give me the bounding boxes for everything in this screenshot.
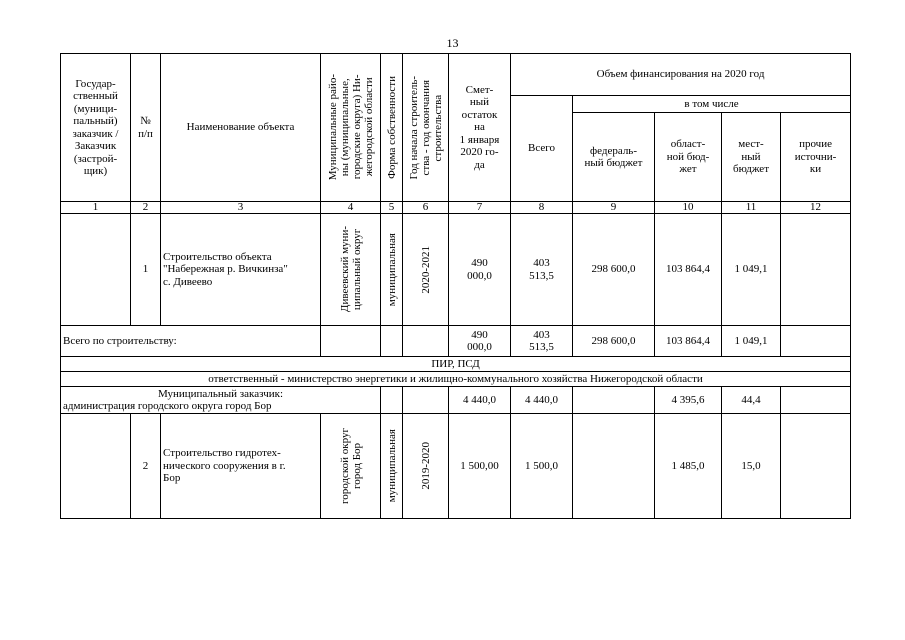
customer-local: 44,4 <box>722 387 781 414</box>
row1-municipal-district: Дивеевский муни- ципальный округ <box>321 214 381 326</box>
construction-total-regional: 103 864,4 <box>655 326 722 357</box>
row1-years: 2020-2021 <box>403 214 449 326</box>
section-title: ПИР, ПСД <box>61 357 851 372</box>
row1-ownership: муниципальная <box>381 214 403 326</box>
row1-local: 1 049,1 <box>722 214 781 326</box>
row2-number: 2 <box>131 414 161 519</box>
header-number: № п/п <box>131 54 161 202</box>
header-local: мест- ный бюджет <box>722 113 781 202</box>
row1-regional: 103 864,4 <box>655 214 722 326</box>
construction-total-label: Всего по строительству: <box>61 326 321 357</box>
customer-regional: 4 395,6 <box>655 387 722 414</box>
column-number: 7 <box>449 202 511 214</box>
customer-total: 4 440,0 <box>511 387 573 414</box>
column-number: 8 <box>511 202 573 214</box>
header-object-name: Наименование объекта <box>161 54 321 202</box>
row1-number: 1 <box>131 214 161 326</box>
column-number: 10 <box>655 202 722 214</box>
row2-ownership: муниципальная <box>381 414 403 519</box>
municipal-customer-label: Муниципальный заказчик: администрация городского округа город Бор <box>61 387 381 414</box>
row2-federal <box>573 414 655 519</box>
column-number: 1 <box>61 202 131 214</box>
column-number: 6 <box>403 202 449 214</box>
customer-remaining: 4 440,0 <box>449 387 511 414</box>
row1-customer <box>61 214 131 326</box>
header-remaining-cost: Смет- ный остаток на 1 января 2020 го- да <box>449 54 511 202</box>
table-row <box>61 214 851 326</box>
customer-other <box>781 387 851 414</box>
row2-remaining: 1 500,00 <box>449 414 511 519</box>
header-regional: област- ной бюд- жет <box>655 113 722 202</box>
column-number: 5 <box>381 202 403 214</box>
column-numbers-row <box>61 202 851 214</box>
column-number: 12 <box>781 202 851 214</box>
column-number: 2 <box>131 202 161 214</box>
row2-other <box>781 414 851 519</box>
row1-total: 403 513,5 <box>511 214 573 326</box>
header-total: Всего <box>511 96 573 202</box>
construction-total-federal: 298 600,0 <box>573 326 655 357</box>
row2-regional: 1 485,0 <box>655 414 722 519</box>
row2-local: 15,0 <box>722 414 781 519</box>
row1-remaining: 490 000,0 <box>449 214 511 326</box>
row1-federal: 298 600,0 <box>573 214 655 326</box>
construction-total-local: 1 049,1 <box>722 326 781 357</box>
header-municipal-district: Муниципальные райо- ны (муниципальные, городские округа) Ни- жегородской области <box>321 54 381 202</box>
page-number: 13 <box>446 36 459 50</box>
row2-total: 1 500,0 <box>511 414 573 519</box>
column-number: 4 <box>321 202 381 214</box>
construction-total-row <box>61 326 851 357</box>
header-customer: Государ- ственный (муници- пальный) заказчик / Заказчик (застрой- щик) <box>61 54 131 202</box>
column-number: 3 <box>161 202 321 214</box>
row2-object-name: Строительство гидротех- нического сооружения в г. Бор <box>161 414 321 519</box>
header-ownership: Форма собственности <box>381 54 403 202</box>
construction-total-total: 403 513,5 <box>511 326 573 357</box>
column-number: 9 <box>573 202 655 214</box>
construction-total-remaining: 490 000,0 <box>449 326 511 357</box>
table-row <box>61 414 851 519</box>
row2-years: 2019-2020 <box>403 414 449 519</box>
header-including: в том числе <box>573 96 851 113</box>
header-years: Год начала строитель- ства - год окончания строительства <box>403 54 449 202</box>
column-number: 11 <box>722 202 781 214</box>
row1-object-name: Строительство объекта "Набережная р. Вичкинза" с. Дивеево <box>161 214 321 326</box>
municipal-customer-row <box>61 387 851 414</box>
header-other: прочие источни- ки <box>781 113 851 202</box>
header-federal: федераль- ный бюджет <box>573 113 655 202</box>
financing-table <box>60 53 851 519</box>
header-funding-2020: Объем финансирования на 2020 год <box>511 54 851 96</box>
responsible-ministry: ответственный - министерство энергетики и жилищно-коммунального хозяйства Нижегородской области <box>61 372 851 387</box>
row1-other <box>781 214 851 326</box>
customer-federal <box>573 387 655 414</box>
row2-customer <box>61 414 131 519</box>
row2-municipal-district: городской округ город Бор <box>321 414 381 519</box>
